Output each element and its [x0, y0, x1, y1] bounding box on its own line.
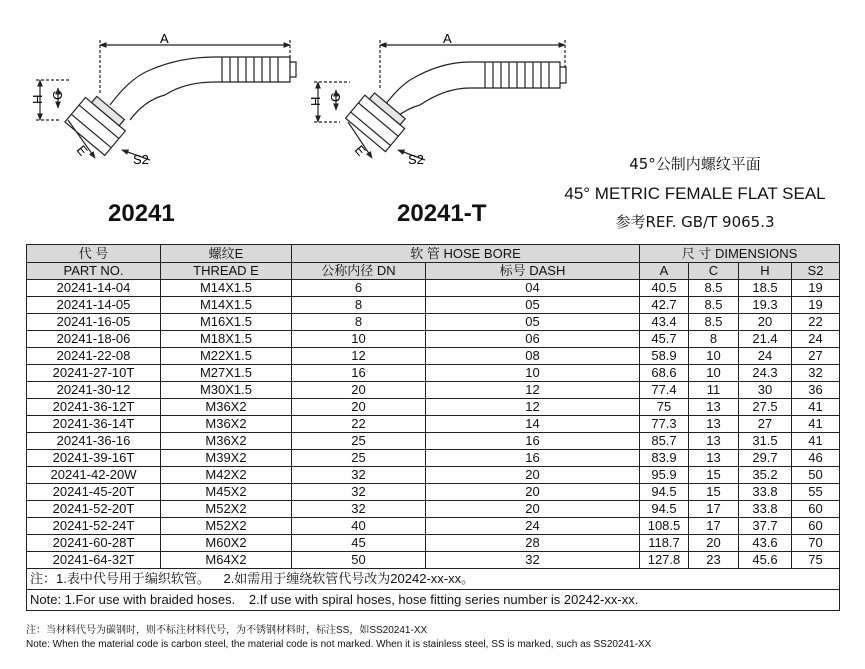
table-cell: 20241-52-24T: [27, 518, 161, 535]
header-dimensions: 尺 寸 DIMENSIONS: [640, 245, 840, 263]
table-cell: 19: [792, 280, 840, 297]
table-cell: 15: [689, 484, 739, 501]
table-cell: 20241-18-06: [27, 331, 161, 348]
title-ref: 参考REF. GB/T 9065.3: [615, 213, 775, 231]
table-cell: 04: [426, 280, 640, 297]
table-cell: 25: [292, 450, 426, 467]
table-cell: 20241-30-12: [27, 382, 161, 399]
table-row: [27, 280, 840, 297]
table-cell: 94.5: [640, 484, 689, 501]
table-cell: 60: [792, 518, 840, 535]
table-cell: 41: [792, 399, 840, 416]
title-block: [535, 150, 855, 237]
table-row: [27, 416, 840, 433]
table-cell: M64X2: [161, 552, 292, 569]
table-cell: 20: [426, 467, 640, 484]
table-cell: 58.9: [640, 348, 689, 365]
table-cell: 46: [792, 450, 840, 467]
table-cell: 20241-42-20W: [27, 467, 161, 484]
table-cell: 33.8: [739, 501, 792, 518]
table-cell: 108.5: [640, 518, 689, 535]
table-cell: 20241-36-14T: [27, 416, 161, 433]
spec-table-body: [27, 280, 840, 569]
table-cell: 36: [792, 382, 840, 399]
note-cn-1: 注：1.表中代号用于编织软管。: [30, 571, 210, 586]
table-cell: 8.5: [689, 280, 739, 297]
table-cell: 20241-14-05: [27, 297, 161, 314]
table-cell: 20: [426, 501, 640, 518]
header-h: H: [739, 263, 792, 280]
title-en: 45° METRIC FEMALE FLAT SEAL: [564, 184, 826, 203]
table-cell: 24.3: [739, 365, 792, 382]
table-cell: 40: [292, 518, 426, 535]
table-cell: 08: [426, 348, 640, 365]
table-cell: 32: [426, 552, 640, 569]
header-dn: 公称内径 DN: [292, 263, 426, 280]
table-cell: 85.7: [640, 433, 689, 450]
table-cell: 20: [739, 314, 792, 331]
left-dim-h: H: [30, 94, 45, 104]
footer-note-en: Note: When the material code is carbon steel, the material code is not marked. When it is stainless steel, SS is marked, such as SS20241-XX: [26, 639, 652, 650]
table-cell: 05: [426, 297, 640, 314]
table-cell: 118.7: [640, 535, 689, 552]
table-cell: 24: [792, 331, 840, 348]
table-cell: 10: [689, 365, 739, 382]
table-cell: 60: [792, 501, 840, 518]
table-row: [27, 365, 840, 382]
table-cell: 17: [689, 518, 739, 535]
table-cell: 16: [292, 365, 426, 382]
fitting-20241-t-drawing: [314, 40, 566, 160]
table-cell: 10: [292, 331, 426, 348]
right-dim-c: C: [328, 92, 343, 102]
table-cell: 27: [792, 348, 840, 365]
table-cell: 8: [292, 297, 426, 314]
table-cell: 45.7: [640, 331, 689, 348]
table-cell: 41: [792, 433, 840, 450]
table-cell: 83.9: [640, 450, 689, 467]
spec-table: [26, 244, 840, 611]
table-cell: 23: [689, 552, 739, 569]
table-cell: 10: [689, 348, 739, 365]
table-cell: 12: [426, 399, 640, 416]
table-cell: 24: [426, 518, 640, 535]
table-row: [27, 552, 840, 569]
table-cell: 20241-60-28T: [27, 535, 161, 552]
table-cell: 11: [689, 382, 739, 399]
table-cell: 13: [689, 416, 739, 433]
table-cell: 20: [426, 484, 640, 501]
note-en-2: 2.If use with spiral hoses, hose fitting series number is 20242-xx-xx.: [248, 592, 639, 607]
table-cell: M27X1.5: [161, 365, 292, 382]
table-cell: 40.5: [640, 280, 689, 297]
table-cell: 20241-16-05: [27, 314, 161, 331]
table-cell: 20: [292, 382, 426, 399]
table-cell: 20241-27-10T: [27, 365, 161, 382]
table-cell: 8.5: [689, 314, 739, 331]
table-cell: 55: [792, 484, 840, 501]
title-cn: 45°公制内螺纹平面: [629, 155, 761, 173]
table-cell: 45.6: [739, 552, 792, 569]
table-cell: 16: [426, 433, 640, 450]
table-cell: 25: [292, 433, 426, 450]
table-row: [27, 484, 840, 501]
table-cell: 27: [739, 416, 792, 433]
header-thread-cn: 螺纹E: [161, 245, 292, 263]
table-cell: M36X2: [161, 433, 292, 450]
table-row: [27, 399, 840, 416]
part-label-20241-t: 20241-T: [397, 200, 487, 227]
note-en-row: [27, 590, 840, 611]
table-cell: 32: [792, 365, 840, 382]
table-row: [27, 314, 840, 331]
table-cell: 12: [426, 382, 640, 399]
table-cell: 20241-36-12T: [27, 399, 161, 416]
table-cell: 127.8: [640, 552, 689, 569]
header-dash: 标号 DASH: [426, 263, 640, 280]
table-cell: 94.5: [640, 501, 689, 518]
table-cell: M36X2: [161, 416, 292, 433]
table-cell: 45: [292, 535, 426, 552]
table-cell: 20241-64-32T: [27, 552, 161, 569]
table-cell: 16: [426, 450, 640, 467]
table-cell: 8.5: [689, 297, 739, 314]
table-cell: 20: [689, 535, 739, 552]
table-cell: 42.7: [640, 297, 689, 314]
table-cell: 20: [292, 399, 426, 416]
table-cell: 06: [426, 331, 640, 348]
left-dim-s2: S2: [133, 152, 149, 167]
header-thread-en: THREAD E: [161, 263, 292, 280]
header-hose-bore: 软 管 HOSE BORE: [292, 245, 640, 263]
table-cell: 20241-45-20T: [27, 484, 161, 501]
part-label-20241: 20241: [108, 200, 175, 227]
table-cell: M60X2: [161, 535, 292, 552]
table-cell: 19.3: [739, 297, 792, 314]
table-cell: M22X1.5: [161, 348, 292, 365]
table-cell: 28: [426, 535, 640, 552]
table-cell: 10: [426, 365, 640, 382]
table-cell: M39X2: [161, 450, 292, 467]
table-cell: 29.7: [739, 450, 792, 467]
right-dim-s2: S2: [408, 152, 424, 167]
table-cell: 22: [292, 416, 426, 433]
table-cell: M18X1.5: [161, 331, 292, 348]
footer-notes: [26, 624, 856, 652]
table-cell: 18.5: [739, 280, 792, 297]
table-cell: 43.4: [640, 314, 689, 331]
table-row: [27, 518, 840, 535]
table-cell: 37.7: [739, 518, 792, 535]
table-row: [27, 450, 840, 467]
table-cell: M14X1.5: [161, 297, 292, 314]
table-cell: 77.4: [640, 382, 689, 399]
left-dim-a: A: [160, 31, 169, 46]
table-row: [27, 382, 840, 399]
table-cell: M30X1.5: [161, 382, 292, 399]
note-cn-row: [27, 569, 840, 590]
table-cell: M16X1.5: [161, 314, 292, 331]
header-s2: S2: [792, 263, 840, 280]
table-cell: 13: [689, 399, 739, 416]
header-part-en: PART NO.: [27, 263, 161, 280]
header-part-cn: 代 号: [27, 245, 161, 263]
table-cell: 77.3: [640, 416, 689, 433]
table-cell: 21.4: [739, 331, 792, 348]
table-cell: 19: [792, 297, 840, 314]
table-cell: 75: [640, 399, 689, 416]
table-cell: 20241-52-20T: [27, 501, 161, 518]
table-cell: 32: [292, 467, 426, 484]
header-a: A: [640, 263, 689, 280]
table-cell: 8: [689, 331, 739, 348]
table-row: [27, 331, 840, 348]
table-row: [27, 348, 840, 365]
note-en-1: Note: 1.For use with braided hoses.: [30, 592, 236, 607]
table-cell: 32: [292, 501, 426, 518]
table-cell: 22: [792, 314, 840, 331]
table-cell: 13: [689, 433, 739, 450]
table-cell: 31.5: [739, 433, 792, 450]
table-cell: 24: [739, 348, 792, 365]
table-row: [27, 297, 840, 314]
table-cell: 20241-39-16T: [27, 450, 161, 467]
table-cell: 68.6: [640, 365, 689, 382]
table-cell: 20241-36-16: [27, 433, 161, 450]
table-row: [27, 501, 840, 518]
table-row: [27, 535, 840, 552]
table-cell: M45X2: [161, 484, 292, 501]
table-cell: 12: [292, 348, 426, 365]
table-cell: 14: [426, 416, 640, 433]
table-cell: M42X2: [161, 467, 292, 484]
table-cell: 32: [292, 484, 426, 501]
footer-note-cn: 注：当材料代号为碳钢时，则不标注材料代号，为不锈钢材料时，标注SS，如SS20241-XX: [26, 625, 428, 636]
table-cell: 6: [292, 280, 426, 297]
left-dim-e: E: [73, 142, 91, 159]
table-cell: 41: [792, 416, 840, 433]
note-cn-2: 2.如需用于缠绕软管代号改为20242-xx-xx。: [223, 571, 475, 586]
table-cell: 70: [792, 535, 840, 552]
table-cell: 43.6: [739, 535, 792, 552]
table-cell: 13: [689, 450, 739, 467]
right-dim-e: E: [351, 142, 369, 159]
table-cell: M36X2: [161, 399, 292, 416]
table-cell: 05: [426, 314, 640, 331]
table-cell: 50: [292, 552, 426, 569]
table-cell: 30: [739, 382, 792, 399]
table-cell: 95.9: [640, 467, 689, 484]
right-dim-h: H: [308, 96, 323, 106]
table-cell: M52X2: [161, 518, 292, 535]
table-cell: 17: [689, 501, 739, 518]
table-cell: 27.5: [739, 399, 792, 416]
table-cell: 75: [792, 552, 840, 569]
left-dim-c: C: [50, 90, 65, 100]
right-dim-a: A: [443, 31, 452, 46]
table-cell: 20241-14-04: [27, 280, 161, 297]
table-cell: 20241-22-08: [27, 348, 161, 365]
table-cell: 33.8: [739, 484, 792, 501]
table-cell: 35.2: [739, 467, 792, 484]
table-cell: 15: [689, 467, 739, 484]
header-c: C: [689, 263, 739, 280]
table-cell: M14X1.5: [161, 280, 292, 297]
table-cell: M52X2: [161, 501, 292, 518]
table-cell: 8: [292, 314, 426, 331]
fitting-20241-drawing: [36, 40, 296, 160]
table-cell: 50: [792, 467, 840, 484]
table-row: [27, 433, 840, 450]
table-row: [27, 467, 840, 484]
